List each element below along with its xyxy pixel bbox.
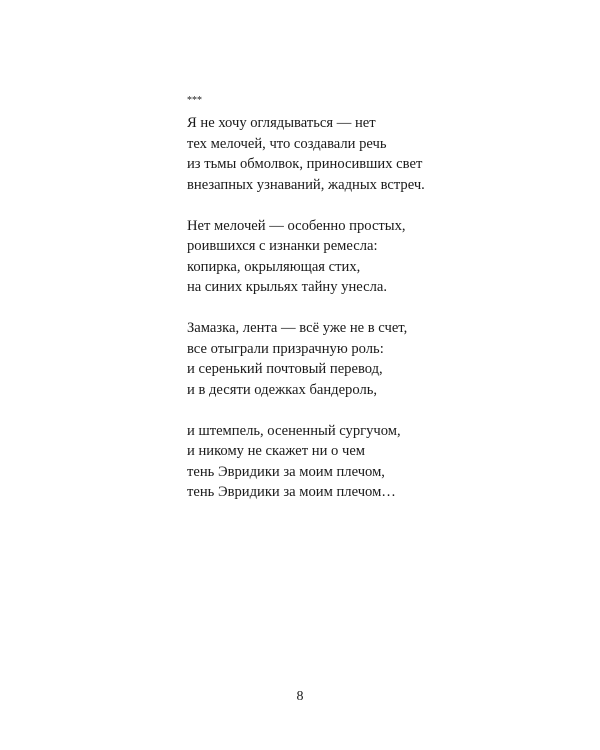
poem-line: Я не хочу оглядываться — нет xyxy=(187,115,376,131)
poem-line: и серенький почтовый перевод, xyxy=(187,361,383,377)
stanza-2 xyxy=(187,216,487,298)
poem-line: все отыграли призрачную роль: xyxy=(187,340,384,357)
poem-line: внезапных узнаваний, жадных встреч. xyxy=(187,176,425,193)
poem-line: на синих крыльях тайну унесла. xyxy=(187,279,388,295)
poem xyxy=(187,95,487,523)
poem-line: из тьмы обмолвок, приносивших свет xyxy=(187,156,423,172)
poem-line: тех мелочей, что создавали речь xyxy=(187,135,387,152)
stanza-3 xyxy=(187,318,487,400)
page-number: 8 xyxy=(296,689,304,704)
poem-line: и в десяти одежках бандероль, xyxy=(187,381,378,398)
poem-line: и штемпель, осененный сургучом, xyxy=(187,422,401,439)
poem-line: тень Эвридики за моим плечом, xyxy=(187,463,385,480)
poem-line: и никому не скажет ни о чем xyxy=(187,443,366,459)
stanza-1 xyxy=(187,113,487,195)
poem-marker: *** xyxy=(187,95,202,106)
poem-line: копирка, окрыляющая стих, xyxy=(187,258,361,275)
poem-line: Нет мелочей — особенно простых, xyxy=(187,217,406,234)
poem-line: тень Эвридики за моим плечом… xyxy=(187,484,396,500)
stanza-4 xyxy=(187,421,487,503)
poem-line: роившихся с изнанки ремесла: xyxy=(187,238,378,254)
poem-line: Замазка, лента — всё уже не в счет, xyxy=(187,320,408,336)
